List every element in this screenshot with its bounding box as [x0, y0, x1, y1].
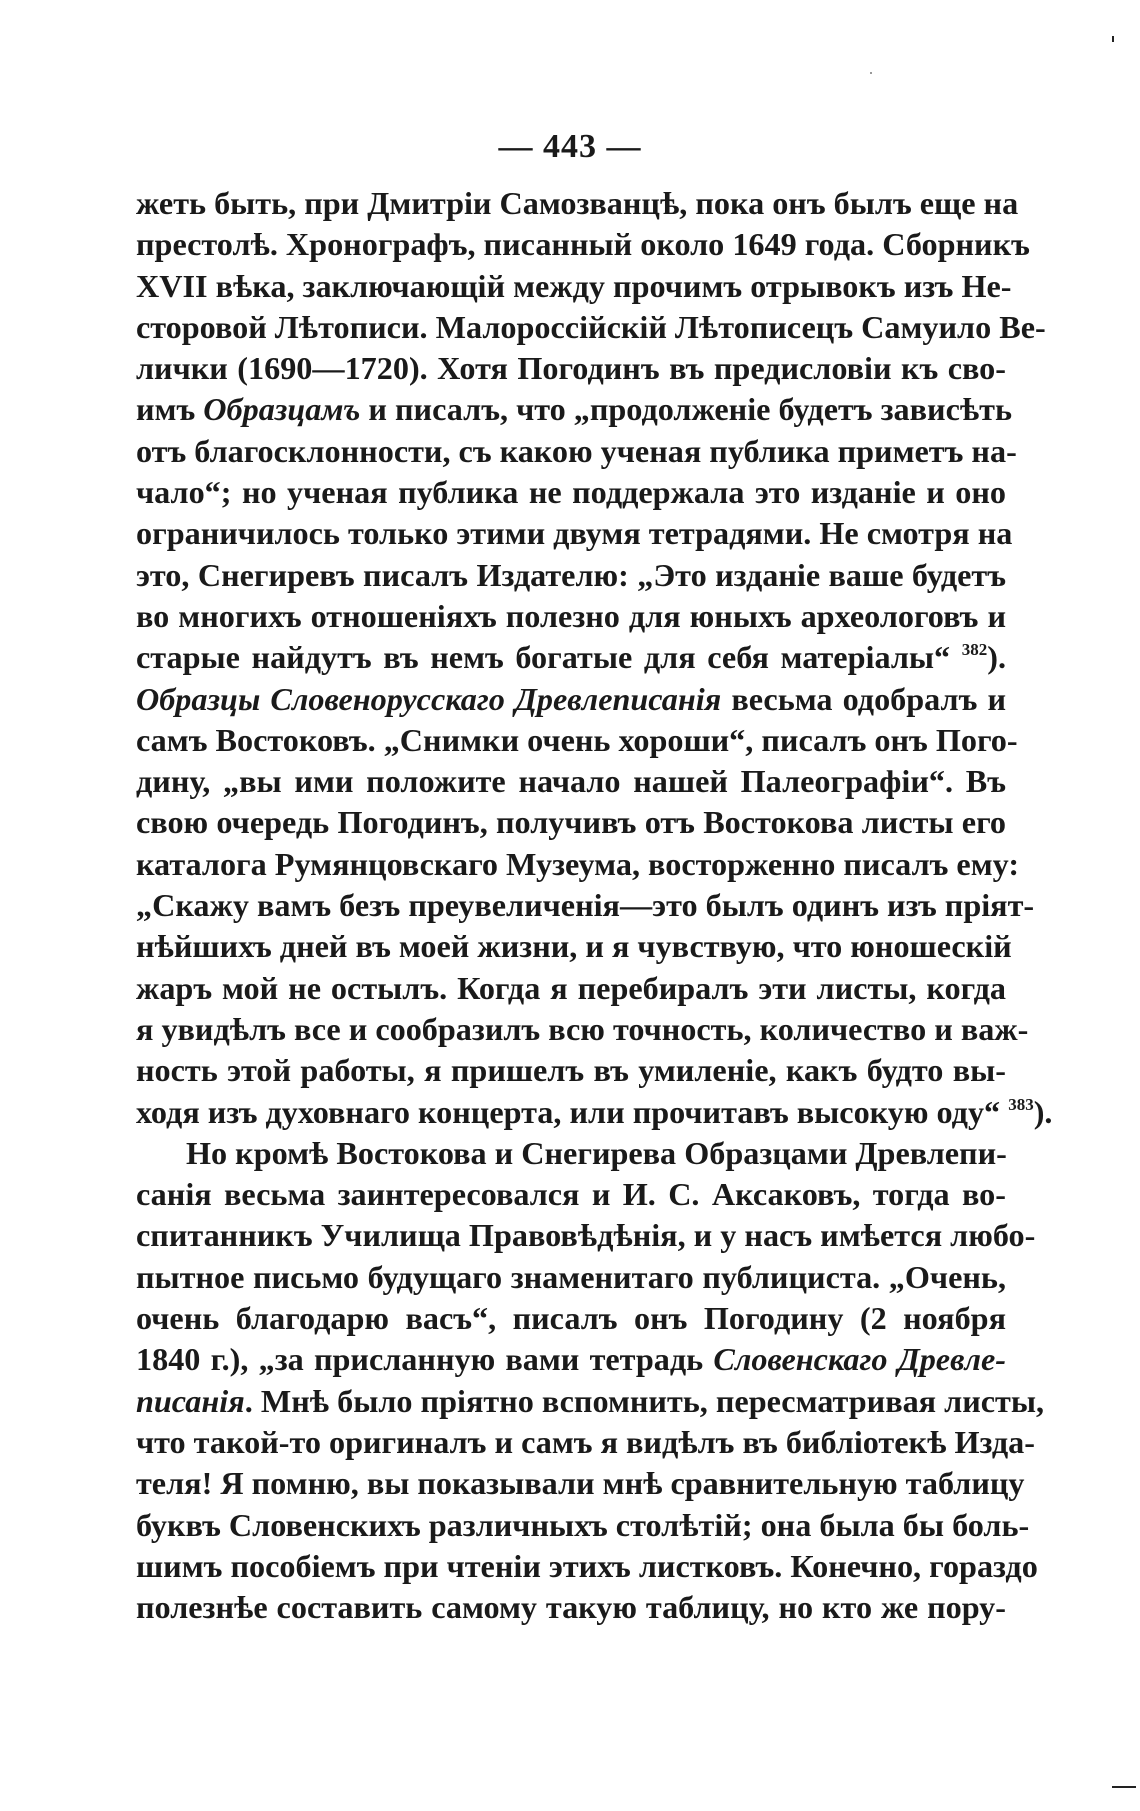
text-line: „Скажу вамъ безъ преувеличенія—это былъ одинъ изъ пріят-	[136, 887, 1035, 924]
text-line: я увидѣлъ все и сообразилъ всю точность, количество и важ-	[136, 1010, 1029, 1047]
text-line: чало“; но ученая публика не поддержала это изданіе и оно	[136, 474, 1006, 511]
text-line: это, Снегиревъ писалъ Издателю: „Это изданіе ваше будетъ	[136, 556, 1006, 593]
text-line: лички (1690—1720). Хотя Погодинъ въ предисловіи къ сво-	[136, 350, 1006, 387]
scan-mark	[1112, 36, 1114, 42]
text-line: жеть быть, при Дмитріи Самозванцѣ, пока онъ былъ еще на	[136, 185, 1019, 221]
text-line: ходя изъ духовнаго концерта, или прочитавъ высокую оду“ $^{383}$).	[136, 1093, 1053, 1130]
text-line: пытное письмо будущаго знаменитаго публициста. „Очень,	[136, 1258, 1006, 1295]
text-line: во многихъ отношеніяхъ полезно для юныхъ археологовъ и	[136, 597, 1006, 634]
text-line: 1840 г.), „за присланную вами тетрадь Словенскаго Древле-	[136, 1341, 1006, 1378]
body-text	[136, 183, 1053, 1628]
text-line: теля! Я помню, вы показывали мнѣ сравнительную таблицу	[136, 1465, 1025, 1502]
text-line: каталога Румянцовскаго Музеума, восторженно писалъ ему:	[136, 845, 1020, 882]
text-line: шимъ пособіемъ при чтеніи этихъ листковъ. Конечно, гораздо	[136, 1547, 1038, 1584]
text-line: ность этой работы, я пришелъ въ умиленіе, какъ будто вы-	[136, 1052, 1006, 1089]
italic-title: Словенскаго Древле-	[713, 1341, 1006, 1378]
text-line: писанія. Мнѣ было пріятно вспомнить, пересматривая листы,	[136, 1382, 1045, 1419]
text-line: спитанникъ Училища Правовѣдѣнія, и у насъ имѣется любо-	[136, 1217, 1036, 1254]
text-line: XVII вѣка, заключающій между прочимъ отрывокъ изъ Не-	[136, 267, 1012, 304]
text-line: Но кромѣ Востокова и Снегирева Образцами Древлепи-	[186, 1134, 1007, 1171]
text-line: очень благодарю васъ“, писалъ онъ Погодину (2 ноября	[136, 1300, 1006, 1337]
text-line: старые найдутъ въ немъ богатые для себя матеріалы“ $^{382}$).	[136, 639, 1006, 676]
text-line: что такой-то оригиналъ и самъ я видѣлъ въ библіотекѣ Изда-	[136, 1423, 1035, 1460]
text-line: отъ благосклонности, съ какою ученая публика приметъ на-	[136, 432, 1017, 469]
italic-title: писанія	[136, 1382, 245, 1419]
text-line: престолѣ. Хронографъ, писанный около 1649 года. Сборникъ	[136, 226, 1030, 263]
scan-speck	[870, 72, 872, 74]
text-line: самъ Востоковъ. „Снимки очень хороши“, писалъ онъ Пого-	[136, 721, 1018, 758]
text-line: свою очередь Погодинъ, получивъ отъ Востокова листы его	[136, 804, 1006, 841]
text-line: ограничилось только этими двумя тетрадями. Не смотря на	[136, 515, 1013, 552]
footnote-ref: 383	[1008, 1094, 1034, 1114]
text-line: Образцы Словенорусскаго Древлеписанія весьма одобралъ и	[136, 680, 1007, 717]
text-line: имъ Образцамъ и писалъ, что „продолженіе будетъ зависѣть	[136, 391, 1012, 428]
text-line: санія весьма заинтересовался и И. С. Аксаковъ, тогда во-	[136, 1176, 1006, 1213]
italic-title: Образцы Словенорусскаго Древлеписанія	[136, 680, 722, 717]
italic-title: Образцамъ	[203, 391, 361, 428]
text-line: нѣйшихъ дней въ моей жизни, и я чувствую, что юношескій	[136, 928, 1012, 965]
footnote-ref: 382	[961, 640, 988, 660]
scan-mark	[1112, 1786, 1136, 1788]
text-line: жаръ мой не остылъ. Когда я перебиралъ эти листы, когда	[136, 969, 1006, 1006]
page-number: — 443 —	[498, 128, 642, 165]
text-line: буквъ Словенскихъ различныхъ столѣтій; она была бы боль-	[136, 1506, 1030, 1543]
text-line: полезнѣе составить самому такую таблицу, но кто же пору-	[136, 1589, 1006, 1626]
text-line: дину, „вы ими положите начало нашей Палеографіи“. Въ	[136, 763, 1006, 800]
text-line: сторовой Лѣтописи. Малороссійскій Лѣтописецъ Самуило Ве-	[136, 308, 1046, 345]
